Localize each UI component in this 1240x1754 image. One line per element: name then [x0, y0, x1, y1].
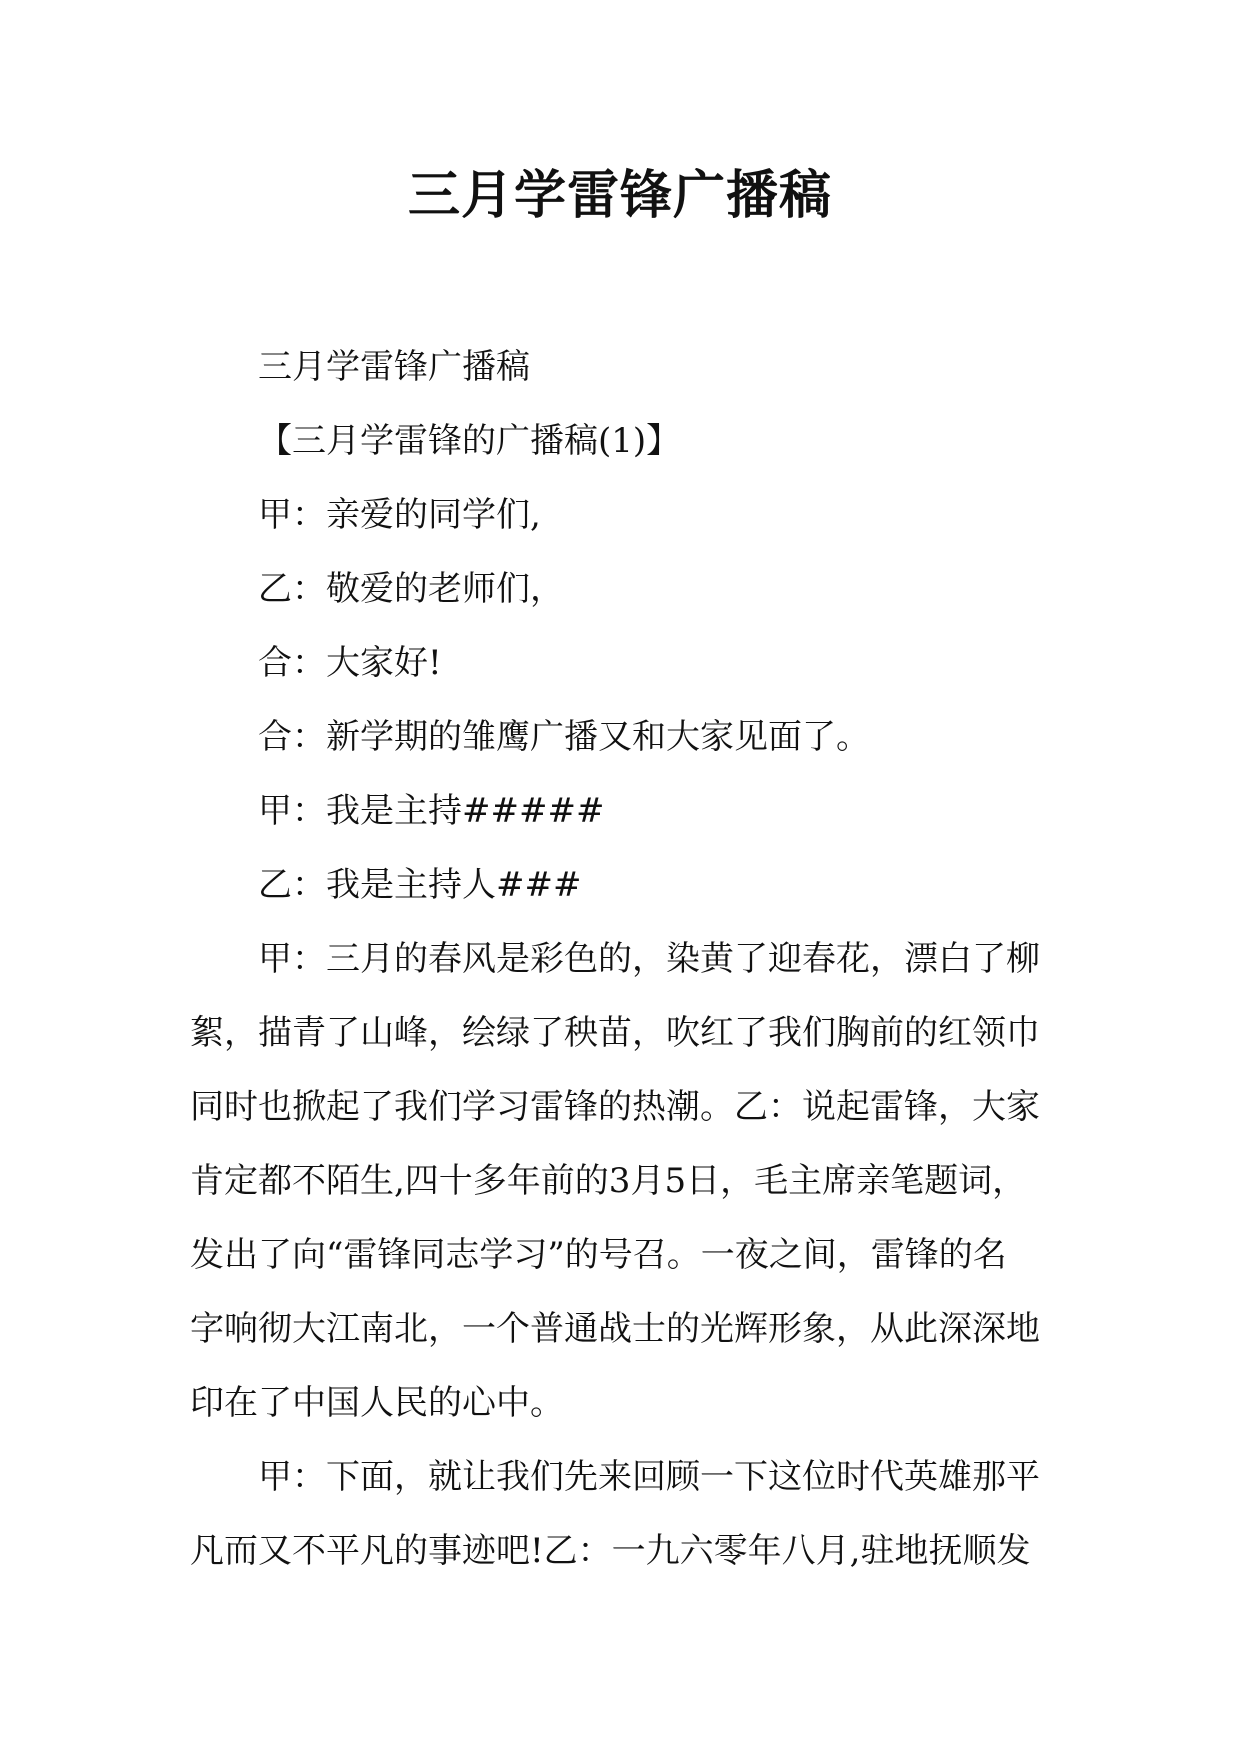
- text-line: 印在了中国人民的心中。: [190, 1383, 564, 1423]
- text-line: 肯定都不陌生,四十多年前的3月5日，毛主席亲笔题词，: [190, 1161, 1027, 1201]
- text-line: 甲：我是主持#####: [258, 791, 605, 831]
- text-line: 字响彻大江南北，一个普通战士的光辉形象，从此深深地: [190, 1309, 1040, 1349]
- text-line: 合：大家好!: [258, 643, 442, 683]
- text-line: 乙：我是主持人###: [258, 865, 582, 905]
- document-body: [190, 330, 1060, 1588]
- text-line: 合：新学期的雏鹰广播又和大家见面了。: [258, 717, 870, 757]
- text-line: 乙：敬爱的老师们，: [258, 569, 564, 609]
- text-line: 絮，描青了山峰，绘绿了秧苗，吹红了我们胸前的红领巾: [190, 1013, 1040, 1053]
- text-line: 甲：亲爱的同学们,: [258, 495, 541, 535]
- text-line: 甲：下面，就让我们先来回顾一下这位时代英雄那平: [258, 1457, 1040, 1497]
- text-line: 同时也掀起了我们学习雷锋的热潮。乙：说起雷锋，大家: [190, 1087, 1040, 1127]
- page-title: 三月学雷锋广播稿: [407, 166, 832, 226]
- text-line: 【三月学雷锋的广播稿(1)】: [258, 421, 681, 461]
- text-line: 三月学雷锋广播稿: [258, 347, 530, 387]
- text-line: 凡而又不平凡的事迹吧!乙：一九六零年八月,驻地抚顺发: [190, 1531, 1031, 1571]
- text-line: 甲：三月的春风是彩色的，染黄了迎春花，漂白了柳: [258, 939, 1040, 979]
- text-line: 发出了向“雷锋同志学习”的号召。一夜之间，雷锋的名: [190, 1235, 1007, 1275]
